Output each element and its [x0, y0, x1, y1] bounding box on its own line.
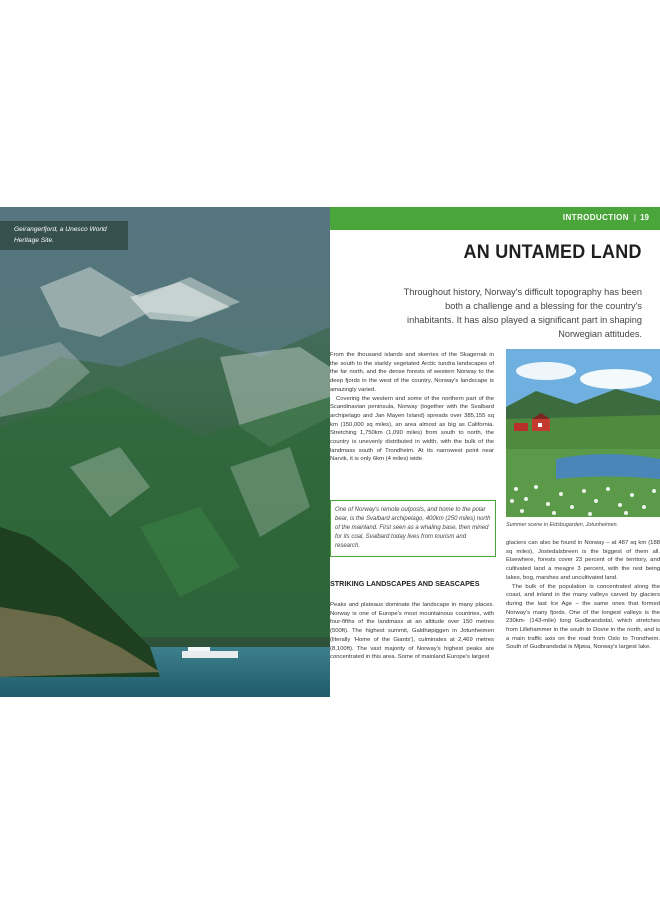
book-spread — [0, 207, 660, 697]
body-column-right — [506, 539, 660, 652]
text-page — [330, 207, 660, 697]
meadow-photo — [506, 349, 660, 517]
header-divider: | — [633, 213, 636, 222]
body-paragraph: glaciers can also be found in Norway – at 487 sq km (188 sq miles), Jostedalsbreen is the biggest of them all. Elsewhere, forests cover 23 percent of the territory, and cultivated land a meagre 3 percent, with the rest being lakes, bog, marshes and uncultivated land. — [506, 540, 660, 581]
header-bar — [330, 207, 660, 230]
fjord-photo — [0, 207, 330, 697]
photo-caption: Geirangerfjord, a Unesco World Heritage Site. — [0, 221, 128, 250]
body-paragraph: Peaks and plateaus dominate the landscape in many places. Norway is one of Europe's most mountainous countries, with four-fifths of the landmass at an altitude over 150 metres (500ft). The highest summit, Galdhøpiggen in Jotunheimen (literally 'Home of the Giants'), culminates at 2,469 metres (8,100ft). The vast majority of Norway's highest peaks are concentrated in this area. Some of mainland Europe's largest — [330, 602, 494, 661]
intro-paragraph: Throughout history, Norway's difficult topography has been both a challenge and a blessing for the country's inhabitants. It has also played a significant part in shaping Norwegian attitudes. — [403, 287, 642, 339]
body-paragraph: Covering the western and some of the northern part of the Scandinavian peninsula, Norway (together with the Svalbard archipelago and Jan Mayen Island) spreads over 385,155 sq km (150,000 sq miles), an area almost as big as California. Stretching 1,750km (1,090 miles) from south to north, the country is unevenly distributed in width, with the bulk of the landmass south of Trondheim. At its narrowest point near Narvik, it is only 6km (4 miles) wide. — [330, 395, 494, 463]
meadow-photo-caption: Summer scene in Eidsbugarden, Jotunheimen. — [506, 522, 619, 528]
body-paragraph: The bulk of the population is concentrated along the coast, and inland in the many valleys carved by glaciers during the last Ice Age – the same ones that formed Norway's many fjords. One of the longest valleys is the 230km- (143-mile) long Gudbrandsdal, which stretches from Lillehammer in the south to Dovre in the north, and is a main traffic axis on the road from Oslo to Trondheim. South of Gudbrandsdal is Mjøsa, Norway's largest lake. — [506, 583, 660, 651]
body-column-left — [330, 351, 494, 464]
page-number: 19 — [640, 213, 649, 222]
pull-quote: One of Norway's remote outposts, and home to the polar bear, is the Svalbard archipelago, 400km (250 miles) north of the mainland. First seen as a whaling base, then mined for its coal, Svalbard today lives from tourism and research. — [330, 500, 496, 557]
section-label: INTRODUCTION — [562, 213, 629, 222]
page-title: AN UNTAMED LAND — [463, 241, 642, 263]
subheading: STRIKING LANDSCAPES AND SEASCAPES — [330, 579, 480, 588]
body-paragraph: From the thousand islands and skerries of the Skagerrak in the south to the starkly vegetated Arctic tundra landscapes of the far north, and the dense forests of western Norway to the deep fjords in the west of the country, Norway's landscape is amazingly varied. — [330, 352, 494, 393]
